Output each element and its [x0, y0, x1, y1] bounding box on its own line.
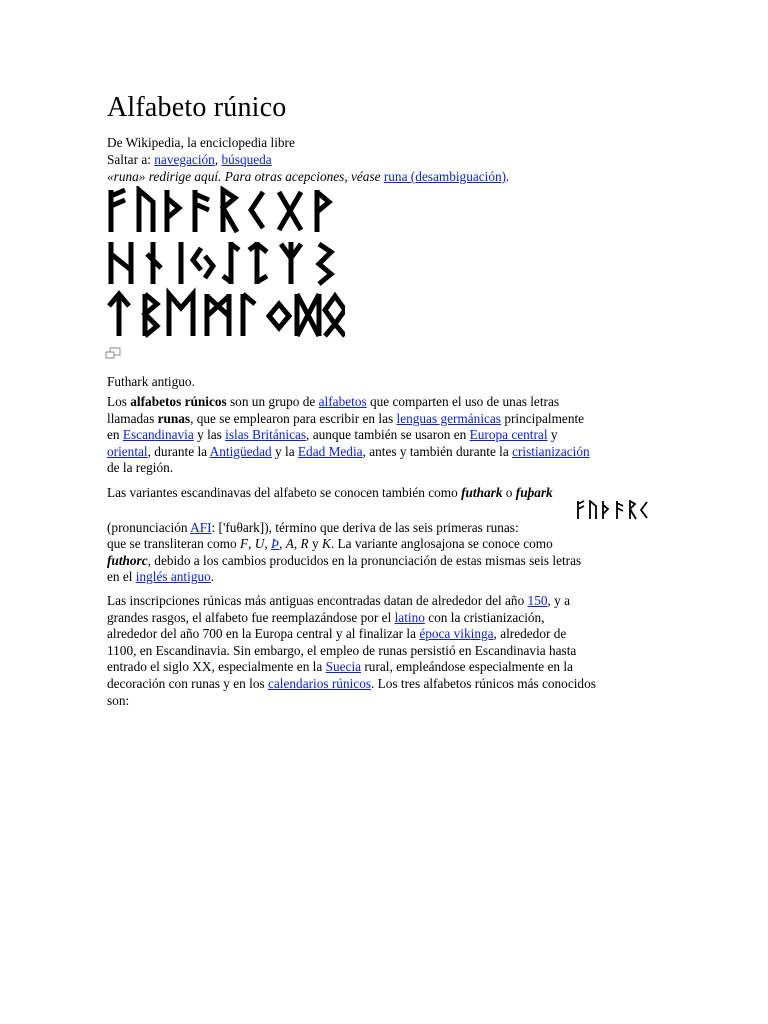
rune-row-2 [111, 242, 331, 284]
link-cristianizacion[interactable]: cristianización [512, 443, 590, 459]
link-islas-britanicas[interactable]: islas Británicas [225, 427, 307, 443]
enlarge-icon[interactable] [105, 347, 121, 359]
rune-row-1 [111, 190, 329, 232]
rune-row-3 [109, 294, 345, 336]
link-ingles-antiguo[interactable]: inglés antiguo [135, 569, 211, 585]
link-150[interactable]: 150 [527, 593, 548, 608]
navigation-link[interactable]: navegación [154, 152, 215, 167]
link-afi[interactable]: AFI [190, 519, 212, 535]
jump-prefix: Saltar a: [107, 152, 155, 167]
paragraph-2: Las variantes escandinavas del alfabeto se conocen también como futhark o fuþark (pronunciación AFI: ['fuθark]), término que deriva de las seis primeras runas: que se transliteran como F, U, Þ, A, R y K. La variante anglosajona se conoce como futhorc, debido a los cambios producidos en la pronunciación de estas mismas seis letras en el inglés antiguo. [107, 485, 582, 585]
link-epoca-vikinga[interactable]: época vikinga [419, 626, 494, 642]
search-link[interactable]: búsqueda [221, 152, 272, 167]
paragraph-1: Los alfabetos rúnicos son un grupo de alfabetos que comparten el uso de unas letras llamadas runas, que se emplearon para escribir en las lenguas germánicas principalmente en Escandinavia y las islas Británicas, aunque también se usaron en Europa central y oriental, durante la Antigüedad y la Edad Media, antes y también durante la cristianización de la región. [107, 394, 590, 476]
link-alfabetos[interactable]: alfabetos [318, 394, 367, 409]
futhark-image[interactable] [105, 186, 345, 338]
jump-links: Saltar a: navegación, búsqueda [107, 152, 272, 167]
link-lenguas-germanicas[interactable]: lenguas germánicas [396, 410, 501, 426]
link-suecia[interactable]: Suecia [325, 659, 362, 675]
disambiguation-link[interactable]: runa (desambiguación) [383, 169, 507, 184]
paragraph-3: Las inscripciones rúnicas más antiguas encontradas datan de alrededor del año 150, y a grandes rasgos, el alfabeto fue reemplazándose por el latino con la cristianización, alrededor del año 700 en la Europa central y al finalizar la época vikinga, alrededor de 1100, en Escandinavia. Sin embargo, el empleo de runas persistió en Escandinavia hasta entrado el siglo XX, especialmente en la Suecia rural, empleándose especialmente en la decoración con runas y en los calendarios rúnicos. Los tres alfabetos rúnicos más conocidos son: [107, 593, 596, 708]
page-title: Alfabeto rúnico [107, 92, 287, 123]
link-edad-media[interactable]: Edad Media [297, 443, 363, 459]
link-latino[interactable]: latino [394, 609, 425, 625]
link-escandinavia[interactable]: Escandinavia [122, 427, 194, 443]
figure-caption: Futhark antiguo. [107, 374, 195, 389]
link-antiguedad[interactable]: Antigüedad [209, 443, 272, 459]
link-thorn[interactable]: Þ [270, 536, 280, 552]
link-calendarios-runicos[interactable]: calendarios rúnicos [268, 675, 372, 691]
futhark-inline-image [575, 500, 651, 520]
site-subtitle: De Wikipedia, la enciclopedia libre [107, 135, 295, 150]
link-oriental[interactable]: oriental [107, 443, 148, 459]
link-europa-central[interactable]: Europa central [469, 427, 548, 443]
hatnote: «runa» redirige aquí. Para otras acepciones, véase runa (desambiguación). [107, 169, 510, 184]
